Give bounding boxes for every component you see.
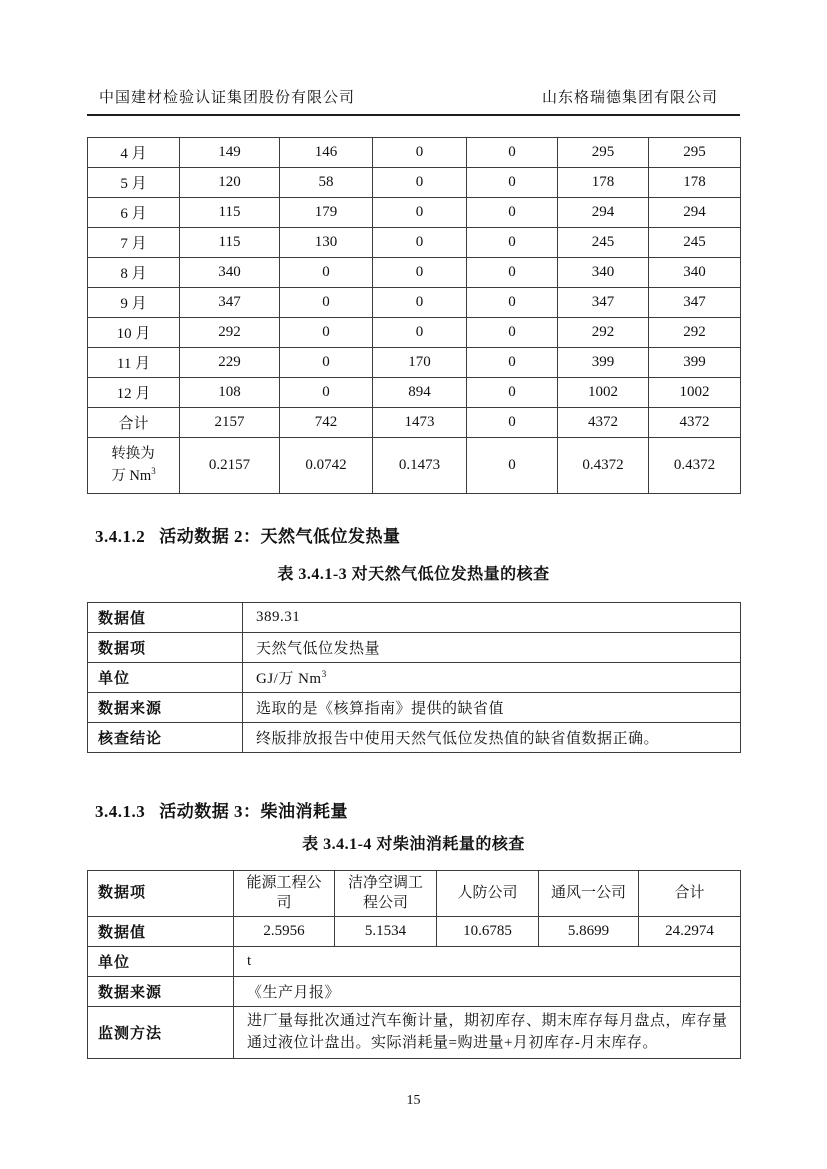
- table-cell: 4372: [558, 408, 649, 438]
- table-cell: 2.5956: [234, 916, 335, 946]
- table-row: [88, 633, 741, 663]
- table-cell: 0.4372: [558, 438, 649, 494]
- table-row: [88, 408, 741, 438]
- table-cell: 0: [467, 348, 558, 378]
- row-label: 数据值: [88, 603, 243, 633]
- document-header: [87, 86, 740, 116]
- row-value: [243, 723, 741, 753]
- row-label: 5 月: [88, 168, 180, 198]
- table-row: [88, 603, 741, 633]
- table-cell: 0: [373, 258, 467, 288]
- row-value: [243, 633, 741, 663]
- row-label: 数据项: [88, 633, 243, 663]
- table-cell: 0: [467, 258, 558, 288]
- table-cell: 292: [649, 318, 741, 348]
- table-cell: 1473: [373, 408, 467, 438]
- row-value: 进厂量每批次通过汽车衡计量，期初库存、期末库存每月盘点，库存量通过液位计盘出。实际消耗量=购进量+月初库存-月末库存。: [234, 1006, 741, 1058]
- table-cell: 295: [649, 138, 741, 168]
- gas-consumption-table: [87, 137, 741, 494]
- table-cell: 130: [280, 228, 373, 258]
- row-value: t: [234, 946, 741, 976]
- page-number: 15: [406, 1092, 421, 1108]
- table-row: [88, 348, 741, 378]
- table-cell: 0: [280, 288, 373, 318]
- table-cell: 0: [373, 198, 467, 228]
- row-value: [243, 693, 741, 723]
- row-label: 监测方法: [88, 1006, 234, 1058]
- table-header-row: [88, 871, 741, 917]
- table-cell: 24.2974: [639, 916, 741, 946]
- table-row: [88, 378, 741, 408]
- section-title: 活动数据 3：柴油消耗量: [159, 802, 348, 821]
- label-line-1: 转换为: [111, 446, 155, 463]
- conversion-label: [111, 445, 155, 486]
- table-cell: 894: [373, 378, 467, 408]
- table-cell: 0: [467, 438, 558, 494]
- diesel-consumption-table-body: [88, 871, 741, 1059]
- table-row: [88, 723, 741, 753]
- value-text: 选取的是《核算指南》提供的缺省值: [256, 701, 505, 717]
- row-label: 数据来源: [88, 693, 243, 723]
- table-row: [88, 976, 741, 1006]
- table-cell: 0: [467, 138, 558, 168]
- row-label: 合计: [88, 408, 180, 438]
- heating-value-table-body: [88, 603, 741, 753]
- table-cell: 340: [180, 258, 280, 288]
- table-cell: 170: [373, 348, 467, 378]
- table-cell: 5.8699: [539, 916, 639, 946]
- table-cell: 115: [180, 198, 280, 228]
- table-cell: 178: [558, 168, 649, 198]
- table-cell: 0.0742: [280, 438, 373, 494]
- section-title: 活动数据 2：天然气低位发热量: [159, 527, 401, 546]
- column-header: 人防公司: [437, 871, 539, 917]
- table-cell: 178: [649, 168, 741, 198]
- row-label: [88, 438, 180, 494]
- value-text: 天然气低位发热量: [256, 641, 381, 657]
- table-cell: 0: [373, 288, 467, 318]
- table-cell: 347: [649, 288, 741, 318]
- section-number: 3.4.1.3: [95, 802, 146, 821]
- table-cell: 399: [558, 348, 649, 378]
- table-cell: 1002: [558, 378, 649, 408]
- superscript: 3: [321, 670, 327, 680]
- table-cell: 4372: [649, 408, 741, 438]
- table-cell: 294: [649, 198, 741, 228]
- row-value: 《生产月报》: [234, 976, 741, 1006]
- value-text: 389.31: [256, 609, 301, 625]
- table-row: [88, 916, 741, 946]
- table-row: [88, 318, 741, 348]
- table-cell: 0: [467, 288, 558, 318]
- section-heading-3413: [87, 797, 740, 822]
- table-row: [88, 228, 741, 258]
- table-cell: 0: [280, 318, 373, 348]
- table-cell: 0: [280, 378, 373, 408]
- table-cell: 58: [280, 168, 373, 198]
- table-cell: 294: [558, 198, 649, 228]
- row-label: 单位: [88, 946, 234, 976]
- table-cell: 0: [373, 168, 467, 198]
- table-cell: 120: [180, 168, 280, 198]
- row-label: 12 月: [88, 378, 180, 408]
- table-caption-3413: 表 3.4.1-3 对天然气低位发热量的核查: [277, 566, 550, 583]
- table-cell: 0: [467, 408, 558, 438]
- label-line-2: 万 Nm: [111, 467, 152, 484]
- table-cell: 245: [558, 228, 649, 258]
- table-cell: 0.2157: [180, 438, 280, 494]
- table-row: [88, 663, 741, 693]
- table-cell: 0.1473: [373, 438, 467, 494]
- row-label: 8 月: [88, 258, 180, 288]
- table-caption-3414: 表 3.4.1-4 对柴油消耗量的核查: [302, 836, 525, 853]
- table-cell: 292: [558, 318, 649, 348]
- column-header: 合计: [639, 871, 741, 917]
- table-cell: 229: [180, 348, 280, 378]
- table-row: [88, 946, 741, 976]
- table-cell: 292: [180, 318, 280, 348]
- row-label: 单位: [88, 663, 243, 693]
- table-cell: 742: [280, 408, 373, 438]
- heating-value-table: [87, 602, 741, 753]
- table-cell: 179: [280, 198, 373, 228]
- row-label: 7 月: [88, 228, 180, 258]
- row-label: 数据值: [88, 916, 234, 946]
- column-header: 能源工程公司: [234, 871, 335, 917]
- table-cell: 340: [558, 258, 649, 288]
- row-label: 4 月: [88, 138, 180, 168]
- table-cell: 0: [467, 198, 558, 228]
- row-value: [243, 663, 741, 693]
- conversion-row: [88, 438, 741, 494]
- table-row: [88, 693, 741, 723]
- table-cell: 10.6785: [437, 916, 539, 946]
- table-cell: 347: [558, 288, 649, 318]
- table-cell: 347: [180, 288, 280, 318]
- table-cell: 149: [180, 138, 280, 168]
- table-cell: 0: [280, 348, 373, 378]
- table-cell: 0: [373, 228, 467, 258]
- superscript: 3: [151, 465, 156, 476]
- table-cell: 146: [280, 138, 373, 168]
- row-label: 9 月: [88, 288, 180, 318]
- row-label: 10 月: [88, 318, 180, 348]
- table-row: [88, 288, 741, 318]
- table-cell: 0: [467, 318, 558, 348]
- gas-consumption-table-body: [88, 138, 741, 494]
- section-number: 3.4.1.2: [95, 527, 146, 546]
- column-header: 通风一公司: [539, 871, 639, 917]
- table-cell: 340: [649, 258, 741, 288]
- section-heading-3412: [87, 522, 740, 547]
- row-label: 6 月: [88, 198, 180, 228]
- table-cell: 115: [180, 228, 280, 258]
- row-label: 核查结论: [88, 723, 243, 753]
- row-label: 数据项: [88, 871, 234, 917]
- value-text: 终版排放报告中使用天然气低位发热值的缺省值数据正确。: [256, 731, 660, 747]
- table-cell: 295: [558, 138, 649, 168]
- table-cell: 399: [649, 348, 741, 378]
- row-label: 11 月: [88, 348, 180, 378]
- column-header: 洁净空调工程公司: [335, 871, 437, 917]
- diesel-consumption-table: [87, 870, 741, 1059]
- table-cell: 0: [373, 318, 467, 348]
- header-right-company: 山东格瑞德集团有限公司: [541, 90, 718, 106]
- table-row: [88, 198, 741, 228]
- table-cell: 0: [467, 168, 558, 198]
- table-row: [88, 138, 741, 168]
- row-label: 数据来源: [88, 976, 234, 1006]
- table-cell: 2157: [180, 408, 280, 438]
- table-row: [88, 168, 741, 198]
- table-cell: 0: [280, 258, 373, 288]
- table-row: [88, 1006, 741, 1058]
- value-text: GJ/万 Nm: [256, 671, 322, 687]
- table-cell: 1002: [649, 378, 741, 408]
- table-cell: 0: [467, 228, 558, 258]
- table-cell: 5.1534: [335, 916, 437, 946]
- table-row: [88, 258, 741, 288]
- table-cell: 0: [467, 378, 558, 408]
- table-cell: 0: [373, 138, 467, 168]
- table-cell: 108: [180, 378, 280, 408]
- table-cell: 0.4372: [649, 438, 741, 494]
- header-left-company: 中国建材检验认证集团股份有限公司: [99, 90, 356, 106]
- row-value: [243, 603, 741, 633]
- table-cell: 245: [649, 228, 741, 258]
